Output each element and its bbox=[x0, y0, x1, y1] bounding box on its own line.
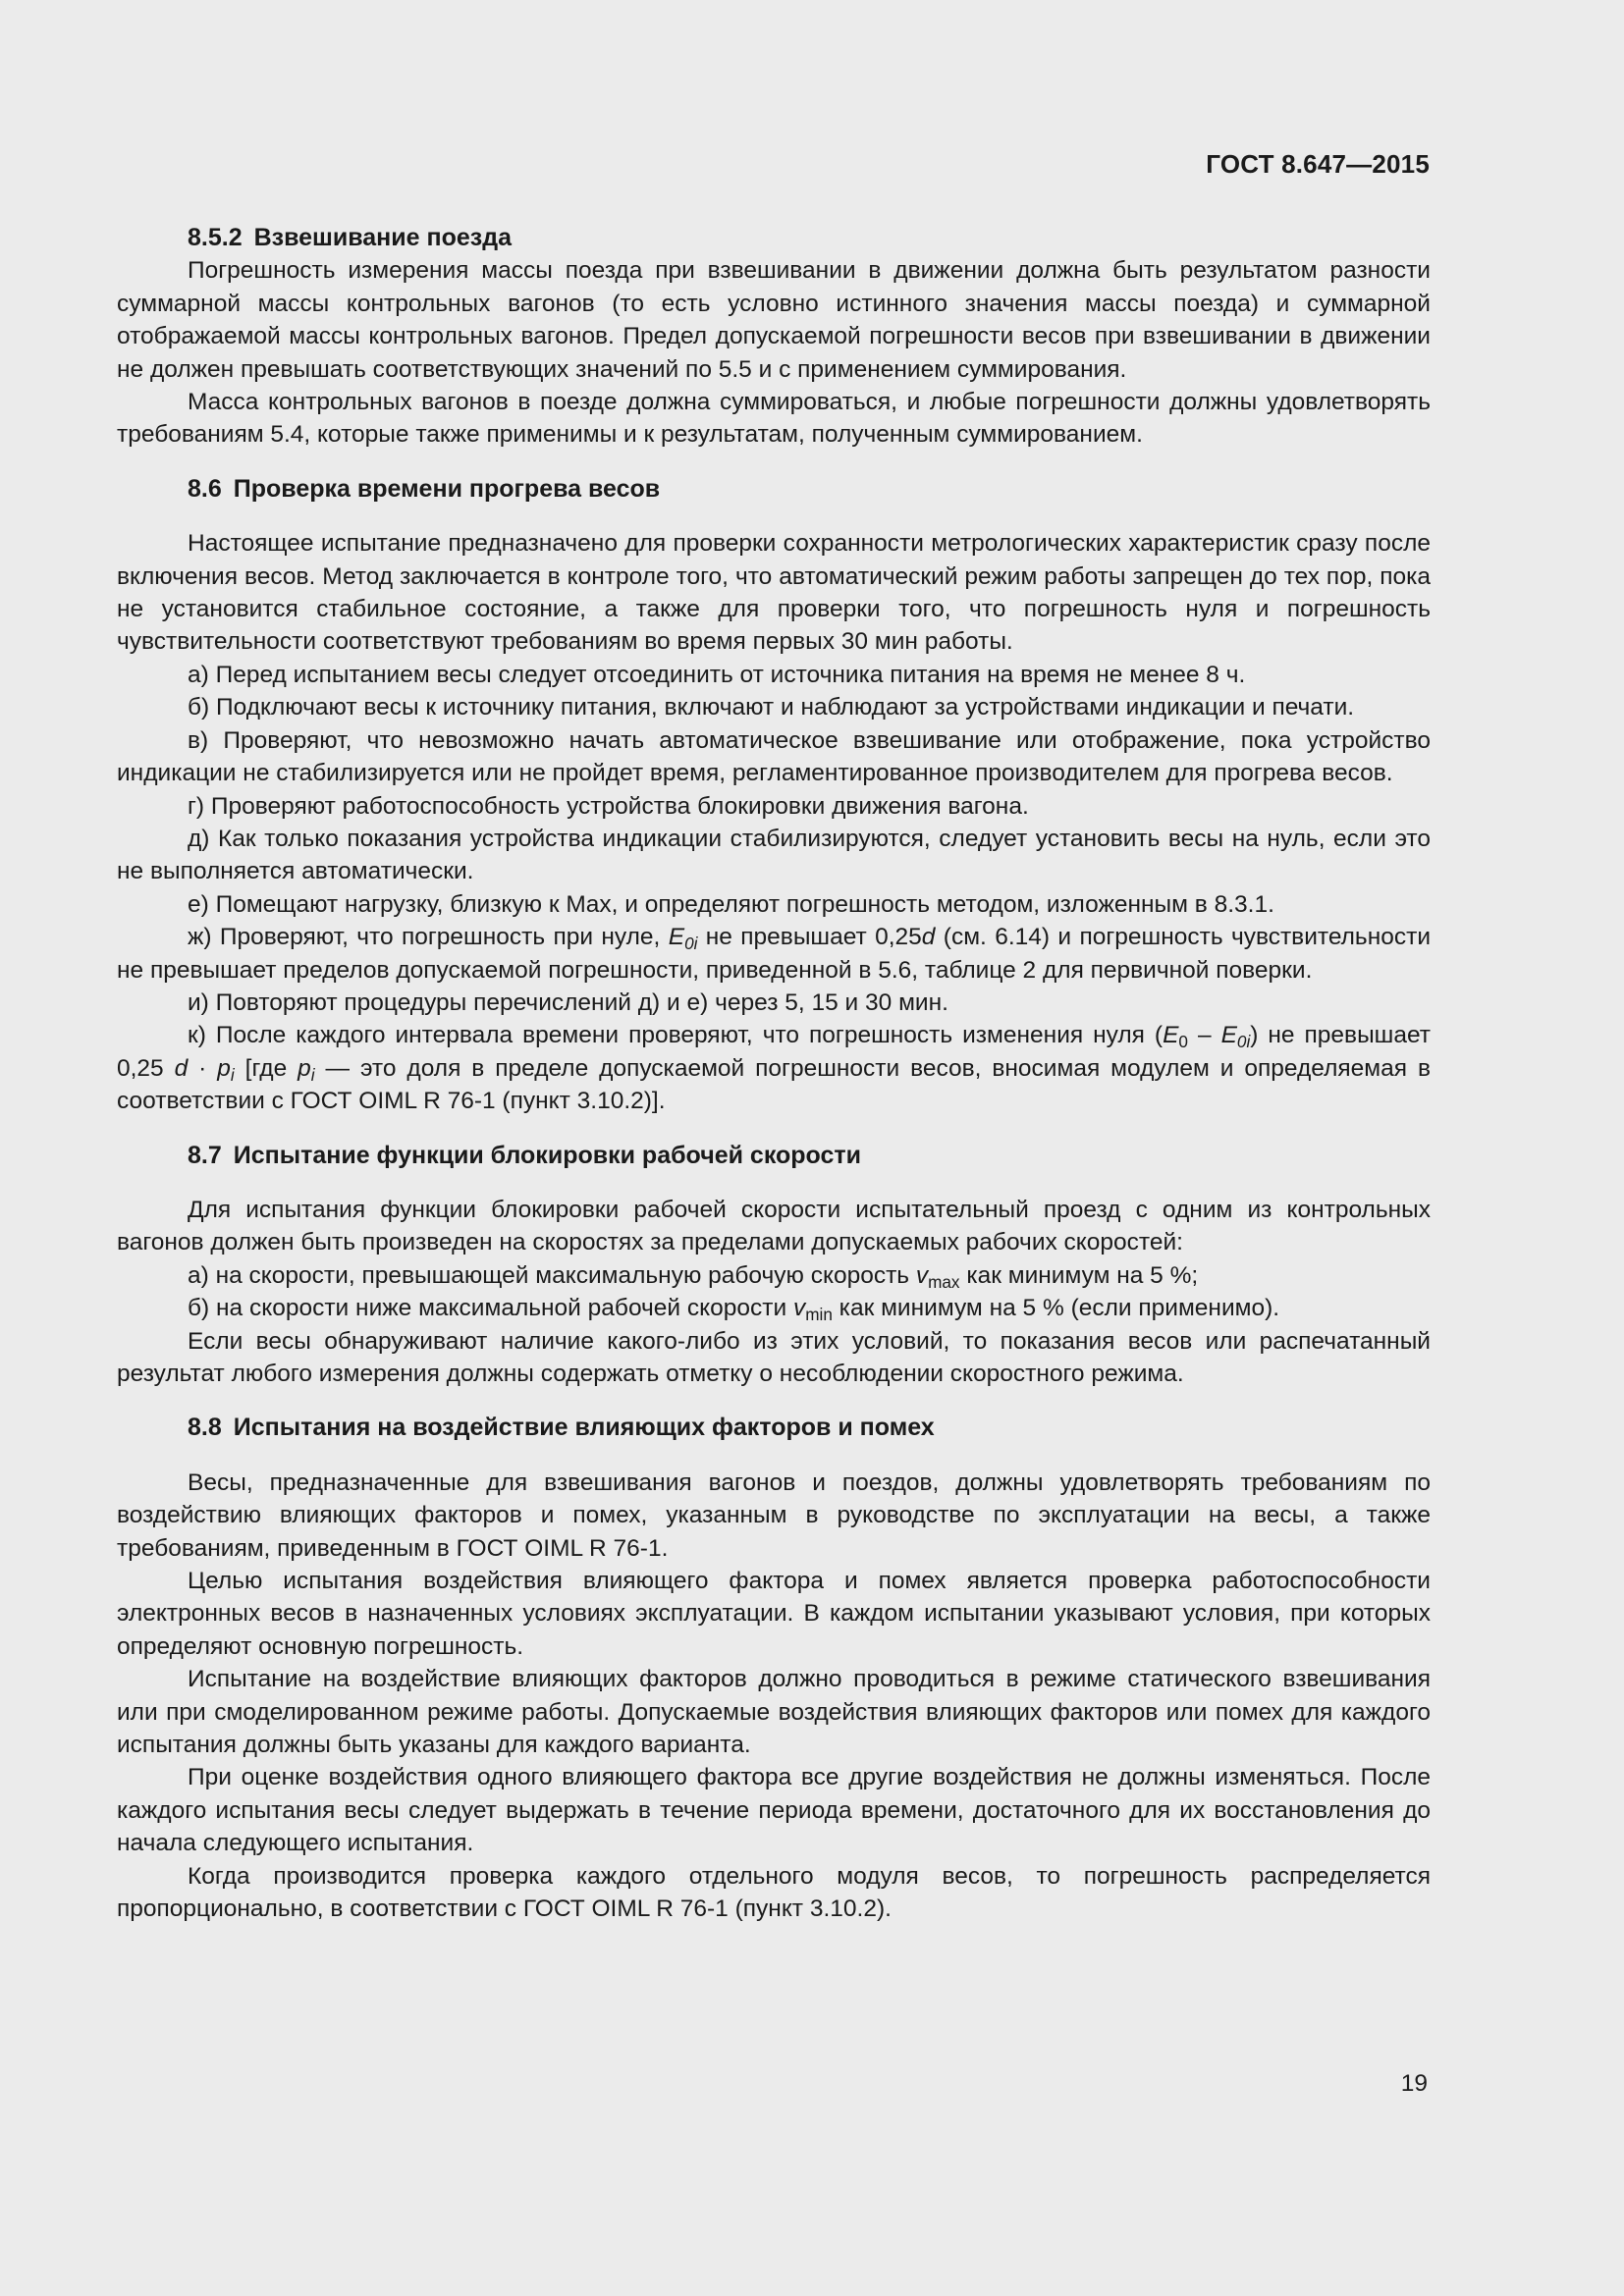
list-item-i: и) Повторяют процедуры перечислений д) и е) через 5, 15 и 30 мин. bbox=[188, 988, 948, 1016]
page-number: 19 bbox=[1400, 2070, 1428, 2097]
list-item-zh: ж) Проверяют, что погрешность при нуле, $E_{0i}$ не превышает 0,25d (см. 6.14) и погрешность чувствительности не превышает пределов допускаемой погрешности, приведенной в 5.6, таблице 2 для первичной поверки. bbox=[117, 924, 1432, 984]
section-number: 8.6 bbox=[188, 474, 222, 503]
paragraph: Весы, предназначенные для взвешивания вагонов и поездов, должны удовлетворять требованиям по воздействию влияющих факторов и помех, указанным в руководстве по эксплуатации на весы, а также требованиям, приведенным в ГОСТ OIML R 76-1. bbox=[117, 1468, 1431, 1562]
section-title: Испытания на воздействие влияющих факторов и помех bbox=[233, 1414, 935, 1442]
list-item-k: к) После каждого интервала времени проверяют, что погрешность изменения нуля $(E_0 - E_{0i})$ не превышает 0,25 $d \cdot p_i$ [где $p_i$ — это доля в пределе допускаемой погрешности весов, вносимая модулем и определяемая в соответствии с ГОСТ OIML R 76-1 (пункт 3.10.2)]. bbox=[117, 1022, 1431, 1115]
section-8-7-heading bbox=[117, 1140, 1431, 1172]
paragraph: Для испытания функции блокировки рабочей скорости испытательный проезд с одним из контрольных вагонов должен быть произведен на скоростях за пределами допускаемых рабочих скоростей: bbox=[117, 1196, 1431, 1256]
paragraph: Когда производится проверка каждого отдельного модуля весов, то погрешность распределяется пропорционально, в соответствии с ГОСТ OIML R 76-1 (пункт 3.10.2). bbox=[117, 1862, 1431, 1923]
paragraph: Целью испытания воздействия влияющего фактора и помех является проверка работоспособности электронных весов в назначенных условиях эксплуатации. В каждом испытании указывают условия, при которых определяют основную погрешность. bbox=[117, 1568, 1431, 1660]
paragraph: Настоящее испытание предназначено для проверки сохранности метрологических характеристик сразу после включения весов. Метод заключается в контроле того, что автоматический режим работы запрещен до тех пор, пока не установится стабильное состояние, а также для проверки того, что погрешность нуля и погрешность чувствительности соответствуют требованиям во время первых 30 мин работы. bbox=[117, 530, 1431, 656]
section-title: Проверка времени прогрева весов bbox=[233, 474, 661, 503]
paragraph: При оценке воздействия одного влияющего фактора все другие воздействия не должны изменяться. После каждого испытания весы следует выдержать в течение периода времени, достаточного для их восстановления до начала следующего испытания. bbox=[117, 1764, 1431, 1857]
section-8-5-2-heading bbox=[117, 222, 1431, 254]
section-number: 8.8 bbox=[188, 1414, 222, 1442]
list-item-a: а) на скорости, превышающей максимальную рабочую скорость $v_{max}$ как минимум на 5 %; bbox=[188, 1261, 1199, 1292]
section-8-8-heading bbox=[117, 1412, 1431, 1444]
paragraph: Испытание на воздействие влияющих факторов должно проводиться в режиме статического взвешивания или при смоделированном режиме работы. Допускаемые воздействия влияющих факторов или помех для каждого испытания должны быть указаны для каждого варианта. bbox=[117, 1666, 1431, 1759]
list-item-v: в) Проверяют, что невозможно начать автоматическое взвешивание или отображение, пока устройство индикации не стабилизируется или не пройдет время, регламентированное производителем для прогрева весов. bbox=[117, 726, 1431, 787]
section-number: 8.7 bbox=[188, 1141, 222, 1169]
list-item-e: е) Помещают нагрузку, близкую к Max, и определяют погрешность методом, изложенным в 8.3.1. bbox=[188, 890, 1274, 918]
section-8-6-heading bbox=[117, 473, 1431, 506]
section-number: 8.5.2 bbox=[188, 224, 243, 251]
list-item-g: г) Проверяют работоспособность устройства блокировки движения вагона. bbox=[188, 792, 1029, 820]
section-title: Испытание функции блокировки рабочей скорости bbox=[233, 1141, 862, 1169]
document-body bbox=[117, 222, 1431, 1926]
document-code-header: ГОСТ 8.647—2015 bbox=[1206, 149, 1430, 179]
list-item-b: б) Подключают весы к источнику питания, включают и наблюдают за устройствами индикации и печати. bbox=[188, 694, 1355, 721]
list-item-b: б) на скорости ниже максимальной рабочей скорости $v_{min}$ как минимум на 5 % (если применимо). bbox=[188, 1295, 1280, 1325]
list-item-a: а) Перед испытанием весы следует отсоединить от источника питания на время не менее 8 ч. bbox=[188, 661, 1246, 688]
paragraph: Если весы обнаруживают наличие какого-либо из этих условий, то показания весов или распечатанный результат любого измерения должны содержать отметку о несоблюдении скоростного режима. bbox=[117, 1327, 1431, 1387]
paragraph: Погрешность измерения массы поезда при взвешивании в движении должна быть результатом разности суммарной массы контрольных вагонов (то есть условно истинного значения массы поезда) и суммарной отображаемой массы контрольных вагонов. Предел допускаемой погрешности весов при взвешивании в движении не должен превышать соответствующих значений по 5.5 и с применением суммирования. bbox=[117, 257, 1431, 383]
paragraph: Масса контрольных вагонов в поезде должна суммироваться, и любые погрешности должны удовлетворять требованиям 5.4, которые также применимы и к результатам, полученным суммированием. bbox=[117, 389, 1431, 449]
list-item-d: д) Как только показания устройства индикации стабилизируются, следует установить весы на нуль, если это не выполняется автоматически. bbox=[117, 825, 1431, 885]
section-title: Взвешивание поезда bbox=[253, 224, 512, 251]
